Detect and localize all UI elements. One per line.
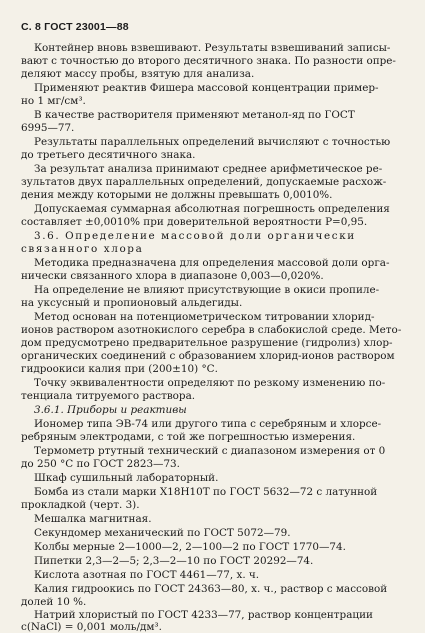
text-line: c(NaCl) = 0,001 моль/дм³. xyxy=(21,621,162,633)
text-line: ребряным электродами, с той же погрешностью измерения. xyxy=(21,431,356,443)
text-line: Иономер типа ЭВ-74 или другого типа с серебряным и хлорсе- xyxy=(34,418,382,430)
text-line: органических соединений с образованием хлорид-ионов раствором xyxy=(21,350,395,362)
text-line: За результат анализа принимают среднее арифметическое ре- xyxy=(34,163,383,175)
text-line: Контейнер вновь взвешивают. Результаты взвешиваний записы- xyxy=(34,42,391,54)
text-line: Калия гидроокись по ГОСТ 24363—80, х. ч., раствор с массовой xyxy=(34,583,388,595)
text-line: Пипетки 2,3—2—5; 2,3—2—10 по ГОСТ 20292—74. xyxy=(34,555,314,567)
text-line: Методика предназначена для определения массовой доли орга- xyxy=(34,257,390,269)
text-line: деляют массу пробы, взятую для анализа. xyxy=(21,68,255,80)
text-line: Секундомер механический по ГОСТ 5072—79. xyxy=(34,527,291,539)
text-line: Результаты параллельных определений вычисляют с точностью xyxy=(34,136,391,148)
text-line: Натрий хлористый по ГОСТ 4233—77, раствор концентрации xyxy=(34,609,373,621)
text-line: прокладкой (черт. 3). xyxy=(21,499,140,511)
text-line: На определение не влияют присутствующие в окиси пропиле- xyxy=(34,284,380,296)
section-heading: связанного хлора xyxy=(21,243,144,255)
text-line: до третьего десятичного знака. xyxy=(21,149,196,161)
text-line: тенциала титруемого раствора. xyxy=(21,390,196,402)
text-line: гидроокиси калия при (200±10) °С. xyxy=(21,363,218,375)
text-line: ионов раствором азотнокислого серебра в слабокислой среде. Мето- xyxy=(21,324,402,336)
text-line: В качестве растворителя применяют метанол-яд по ГОСТ xyxy=(34,109,355,121)
text-line: Метод основан на потенциометрическом титровании хлорид- xyxy=(34,311,375,323)
text-line: долей 10 %. xyxy=(21,596,87,608)
text-line: Применяют реактив Фишера массовой концентрации пример- xyxy=(34,82,379,94)
text-line: на уксусный и пропионовый альдегиды. xyxy=(21,297,243,309)
text-line: до 250 °С по ГОСТ 2823—73. xyxy=(21,458,180,470)
text-line: дом предусмотрено предварительное разрушение (гидролиз) хлор- xyxy=(21,337,393,349)
text-line: Кислота азотная по ГОСТ 4461—77, х. ч. xyxy=(34,569,260,581)
page-header: С. 8 ГОСТ 23001—88 xyxy=(21,21,129,33)
text-line: Бомба из стали марки Х18Н10Т по ГОСТ 5632—72 с латунной xyxy=(34,486,378,498)
text-line: Термометр ртутный технический с диапазоном измерения от 0 xyxy=(34,445,386,457)
text-line: дения между которыми не должны превышать 0,0010%. xyxy=(21,189,333,201)
section-heading: 3.6. Определение массовой доли органически xyxy=(34,230,356,242)
text-line: 6995—77. xyxy=(21,122,75,134)
subsection-heading: 3.6.1. Приборы и реактивы xyxy=(34,404,187,416)
text-line: зультатов двух параллельных определений, допускаемые расхож- xyxy=(21,176,387,188)
text-line: Допускаемая суммарная абсолютная погрешность определения xyxy=(34,203,390,215)
text-line: Колбы мерные 2—1000—2, 2—100—2 по ГОСТ 1770—74. xyxy=(34,541,346,553)
text-line: вают с точностью до второго десятичного знака. По разности опре- xyxy=(21,55,396,67)
text-line: составляет ±0,0010% при доверительной вероятности P=0,95. xyxy=(21,216,368,228)
text-line: нически связанного хлора в диапазоне 0,003—0,020%. xyxy=(21,270,324,282)
text-line: Точку эквивалентности определяют по резкому изменению по- xyxy=(34,377,386,389)
text-line: но 1 мг/см³. xyxy=(21,95,86,107)
text-line: Мешалка магнитная. xyxy=(34,513,152,525)
text-line: Шкаф сушильный лабораторный. xyxy=(34,472,219,484)
